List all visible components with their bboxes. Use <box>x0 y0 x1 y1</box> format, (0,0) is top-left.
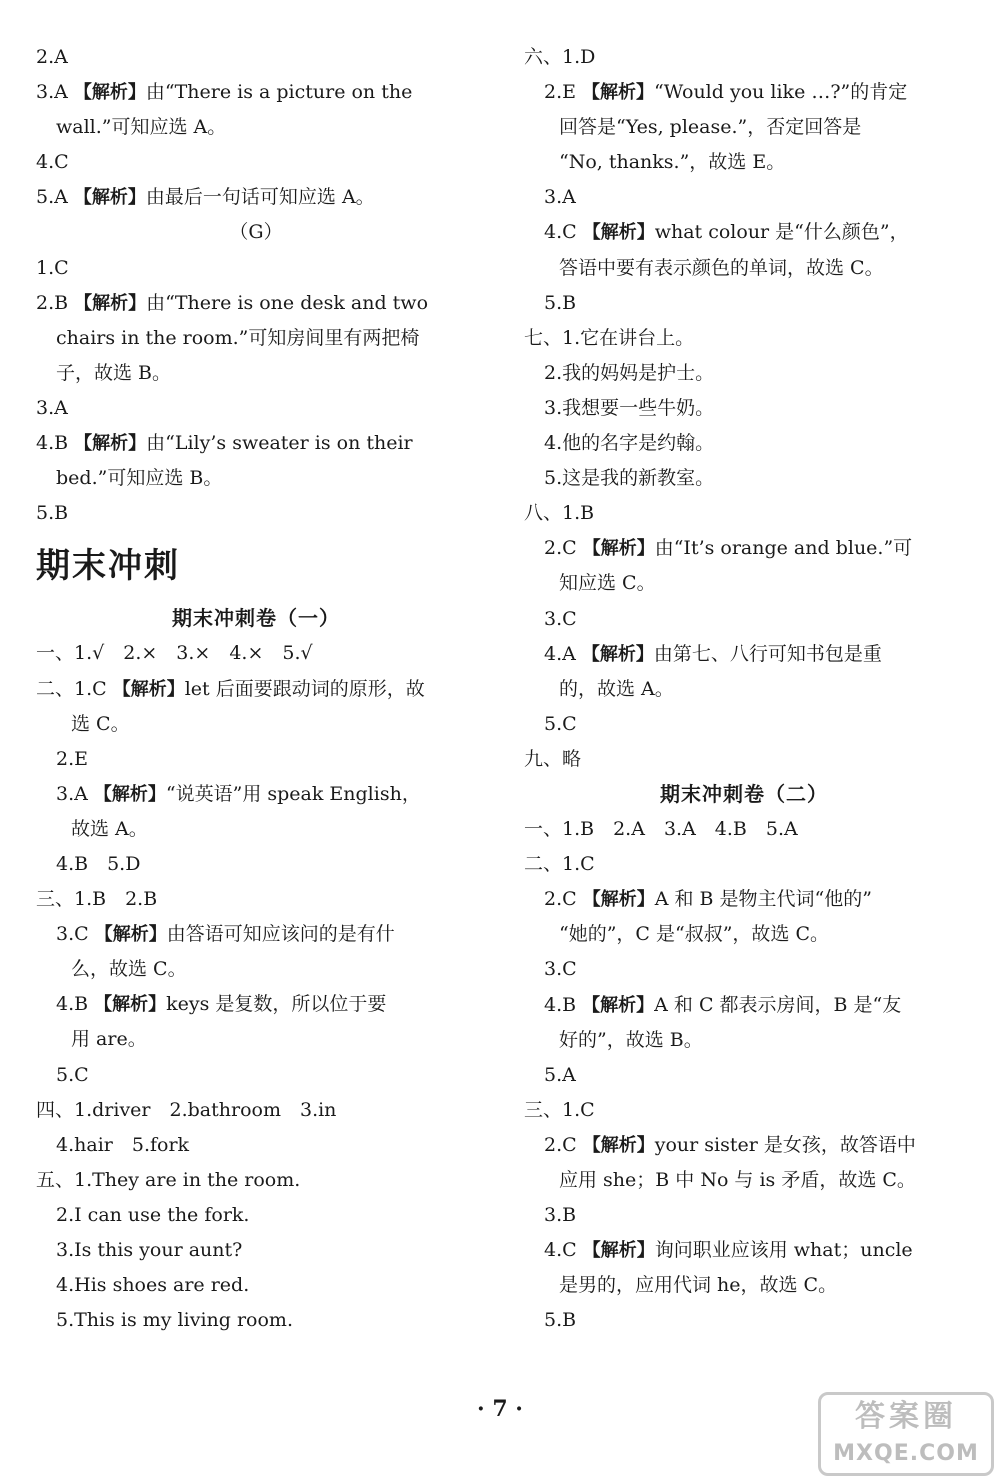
answer-number: 二、1.C <box>36 677 107 700</box>
answer-line <box>524 251 964 286</box>
answer-line <box>36 847 476 882</box>
answer-number: 5.B <box>544 291 577 314</box>
answer-number: 二、1.C <box>524 853 595 876</box>
analysis-tag: 【解析】 <box>582 994 655 1016</box>
answer-line <box>36 987 476 1022</box>
answer-number: 2.B <box>36 291 69 314</box>
answer-line <box>36 145 476 180</box>
answer-line <box>524 1163 964 1198</box>
answer-number: 3.C <box>544 607 577 630</box>
answer-line <box>36 707 476 742</box>
analysis-tag: 【解析】 <box>582 538 655 560</box>
answer-line <box>36 1233 476 1268</box>
analysis-tag: 【解析】 <box>582 82 655 104</box>
answer-number: 3.C <box>544 958 577 981</box>
answer-number: 3.B <box>544 1204 577 1227</box>
answer-line <box>524 286 964 321</box>
answer-line <box>36 742 476 777</box>
answer-number: “No, thanks.”，故选 E。 <box>559 151 786 174</box>
answer-number: 3.我想要一些牛奶。 <box>544 396 715 419</box>
answer-number: 答语中要有表示颜色的单词，故选 C。 <box>559 256 884 279</box>
answer-number: 2.A <box>36 46 68 68</box>
answer-number: 三、1.B 2.B <box>36 888 158 911</box>
analysis-tag: 【解析】 <box>582 1240 655 1262</box>
answer-number: 2.C <box>544 888 577 911</box>
section-heading: 期末冲刺 <box>36 546 180 587</box>
answer-number: 4.A <box>544 642 576 665</box>
answer-number: 5.B <box>544 1309 577 1332</box>
watermark-text: 答案圈 <box>855 1399 957 1434</box>
answer-number: 3.A <box>544 186 576 209</box>
answer-line <box>524 391 964 426</box>
answer-line <box>36 777 476 812</box>
analysis-tag: 【解析】 <box>94 924 167 946</box>
answer-number: “她的”，C 是“叔叔”，故选 C。 <box>559 923 830 946</box>
answer-line <box>524 40 964 75</box>
analysis-tag: 【解析】 <box>112 678 185 700</box>
answer-number: 4.hair 5.fork <box>56 1133 190 1156</box>
answer-line <box>524 742 964 777</box>
answer-number: 5.这是我的新教室。 <box>544 467 715 490</box>
answer-line <box>524 461 964 496</box>
answer-number: 八、1.B <box>524 502 595 525</box>
answer-number: bed.”可知应选 B。 <box>56 467 223 490</box>
answer-line <box>36 110 476 145</box>
answer-line <box>36 180 476 215</box>
answer-number: 4.B <box>36 432 69 455</box>
analysis-text: 询问职业应该用 what；uncle <box>654 1239 913 1262</box>
answer-line <box>36 75 476 110</box>
answer-line <box>524 1233 964 1268</box>
answer-number: 一、1.B 2.A 3.A 4.B 5.A <box>524 818 798 841</box>
answer-number: 2.E <box>544 81 576 104</box>
answer-line <box>524 110 964 145</box>
analysis-text: “Would you like …?”的肯定 <box>654 81 908 104</box>
analysis-text: 由“There is a picture on the <box>145 81 413 104</box>
answer-number: 4.C <box>36 151 69 174</box>
answer-number: 4.B <box>544 993 577 1016</box>
answer-number: 用 are。 <box>71 1028 147 1051</box>
answer-line <box>36 1058 476 1093</box>
answer-number: 六、1.D <box>524 46 596 68</box>
answer-line <box>524 1128 964 1163</box>
analysis-text: 由最后一句话可知应选 A。 <box>145 186 375 209</box>
answer-number: 4.B 5.D <box>56 852 141 875</box>
answer-line <box>36 882 476 917</box>
answer-line <box>524 952 964 987</box>
analysis-text: your sister 是女孩，故答语中 <box>654 1133 916 1156</box>
analysis-tag: 【解析】 <box>74 433 147 455</box>
answer-number: 2.E <box>56 747 88 770</box>
answer-line <box>36 1198 476 1233</box>
analysis-text: A 和 C 都表示房间，B 是“友 <box>654 993 902 1016</box>
answer-number: 5.This is my living room. <box>56 1309 293 1332</box>
answer-line <box>524 1058 964 1093</box>
answer-line <box>524 531 964 566</box>
answer-line <box>524 707 964 742</box>
answer-line <box>524 847 964 882</box>
analysis-text: let 后面要跟动词的原形，故 <box>184 677 425 700</box>
answer-line <box>524 145 964 180</box>
answer-line <box>36 40 476 75</box>
answer-line <box>524 496 964 531</box>
answer-line <box>524 426 964 461</box>
answer-line <box>36 1128 476 1163</box>
answer-number: 应用 she；B 中 No 与 is 矛盾，故选 C。 <box>559 1169 916 1191</box>
answer-line <box>36 391 476 426</box>
answer-line <box>524 672 964 707</box>
answer-number: 3.A <box>36 81 68 104</box>
answer-line <box>36 286 476 321</box>
analysis-tag: 【解析】 <box>74 292 147 314</box>
answer-line <box>524 988 964 1023</box>
answer-number: 5.C <box>56 1063 89 1086</box>
watermark-url: MXQE.COM <box>833 1441 979 1466</box>
answer-number: 3.A <box>56 782 88 805</box>
answer-number: wall.”可知应选 A。 <box>56 116 227 139</box>
answer-number: 5.A <box>36 186 68 209</box>
paper-title: 期末冲刺卷（一） <box>172 606 340 631</box>
answer-number: 2.C <box>544 1133 577 1156</box>
answer-line <box>36 917 476 952</box>
answer-line <box>524 180 964 215</box>
answer-number: 2.C <box>544 537 577 560</box>
answer-number: 子，故选 B。 <box>56 361 172 384</box>
right-column <box>524 40 964 1338</box>
analysis-tag: 【解析】 <box>93 783 166 805</box>
answer-number: 5.C <box>544 712 577 735</box>
answer-number: 四、1.driver 2.bathroom 3.in <box>36 1098 337 1121</box>
analysis-tag: 【解析】 <box>94 994 167 1016</box>
answer-line <box>36 461 476 496</box>
answer-line <box>36 251 476 286</box>
analysis-tag: 【解析】 <box>582 222 655 244</box>
analysis-text: keys 是复数，所以位于要 <box>166 993 387 1016</box>
answer-number: 4.His shoes are red. <box>56 1274 250 1297</box>
answer-number: 4.他的名字是约翰。 <box>544 432 715 455</box>
answer-line <box>36 321 476 356</box>
answer-number: 三、1.C <box>524 1098 595 1121</box>
analysis-tag: 【解析】 <box>582 1134 655 1156</box>
answer-line <box>36 1093 476 1128</box>
answer-line <box>36 426 476 461</box>
answer-number: 5.B <box>36 502 69 525</box>
analysis-text: “说英语”用 speak English， <box>165 782 421 805</box>
answer-line <box>524 1268 964 1303</box>
answer-line <box>36 1163 476 1198</box>
answer-line <box>524 812 964 847</box>
answer-line <box>36 812 476 847</box>
answer-number: 3.C <box>56 923 89 946</box>
answer-number: 好的”，故选 B。 <box>559 1028 703 1051</box>
answer-line <box>36 356 476 391</box>
answer-number: 回答是“Yes, please.”，否定回答是 <box>559 116 862 139</box>
answer-number: 选 C。 <box>71 712 130 735</box>
answer-line <box>524 321 964 356</box>
answer-number: 一、1.√ 2.× 3.× 4.× 5.√ <box>36 642 313 665</box>
answer-number: 5.A <box>544 1063 576 1086</box>
answer-line <box>524 1198 964 1233</box>
answer-number: 3.Is this your aunt? <box>56 1239 243 1261</box>
answer-line <box>524 356 964 391</box>
watermark-logo <box>818 1392 994 1476</box>
analysis-text: A 和 B 是物主代词“他的” <box>654 888 872 911</box>
paper-title: 期末冲刺卷（二） <box>660 781 828 806</box>
answer-number: 的，故选 A。 <box>559 677 674 700</box>
answer-number: 九、略 <box>524 747 582 770</box>
answer-number: 五、1.They are in the room. <box>36 1168 301 1191</box>
answer-line <box>524 637 964 672</box>
subsection-label: （G） <box>229 221 283 244</box>
answer-number: 故选 A。 <box>71 817 148 840</box>
analysis-text: 由第七、八行可知书包是重 <box>653 642 882 665</box>
page-number: · 7 · <box>477 1396 523 1422</box>
answer-number: chairs in the room.”可知房间里有两把椅 <box>56 326 420 349</box>
answer-line <box>524 882 964 917</box>
answer-number: 4.C <box>544 221 577 244</box>
analysis-text: 由“It’s orange and blue.”可 <box>654 537 913 560</box>
answer-number: 是男的，应用代词 he，故选 C。 <box>559 1274 838 1297</box>
answer-line <box>524 1303 964 1338</box>
analysis-tag: 【解析】 <box>581 643 654 665</box>
answer-number: 七、1.它在讲台上。 <box>524 326 695 349</box>
analysis-text: what colour 是“什么颜色”， <box>654 221 909 244</box>
answer-line <box>36 496 476 531</box>
analysis-tag: 【解析】 <box>73 82 146 104</box>
answer-line <box>524 917 964 952</box>
answer-line <box>524 215 964 250</box>
answer-number: 4.C <box>544 1239 577 1262</box>
answer-number: 3.A <box>36 396 68 419</box>
answer-number: 么，故选 C。 <box>71 958 187 981</box>
answer-number: 1.C <box>36 256 69 279</box>
answer-line <box>524 602 964 637</box>
answer-number: 知应选 C。 <box>559 572 656 595</box>
answer-line <box>524 1023 964 1058</box>
answer-line <box>36 672 476 707</box>
answer-line <box>524 1093 964 1128</box>
answer-number: 2.我的妈妈是护士。 <box>544 361 715 384</box>
answer-number: 4.B <box>56 993 89 1016</box>
analysis-text: 由答语可知应该问的是有什 <box>166 923 395 946</box>
answer-line <box>36 636 476 671</box>
left-column <box>36 40 476 1338</box>
answer-number: 2.I can use the fork. <box>56 1203 250 1226</box>
answer-line <box>524 75 964 110</box>
analysis-tag: 【解析】 <box>582 889 655 911</box>
answer-line <box>36 1268 476 1303</box>
answer-line <box>36 952 476 987</box>
analysis-text: 由“There is one desk and two <box>146 291 429 314</box>
answer-line <box>36 1022 476 1057</box>
analysis-text: 由“Lily’s sweater is on their <box>146 432 413 455</box>
analysis-tag: 【解析】 <box>73 187 146 209</box>
answer-line <box>36 1303 476 1338</box>
answer-line <box>524 566 964 601</box>
